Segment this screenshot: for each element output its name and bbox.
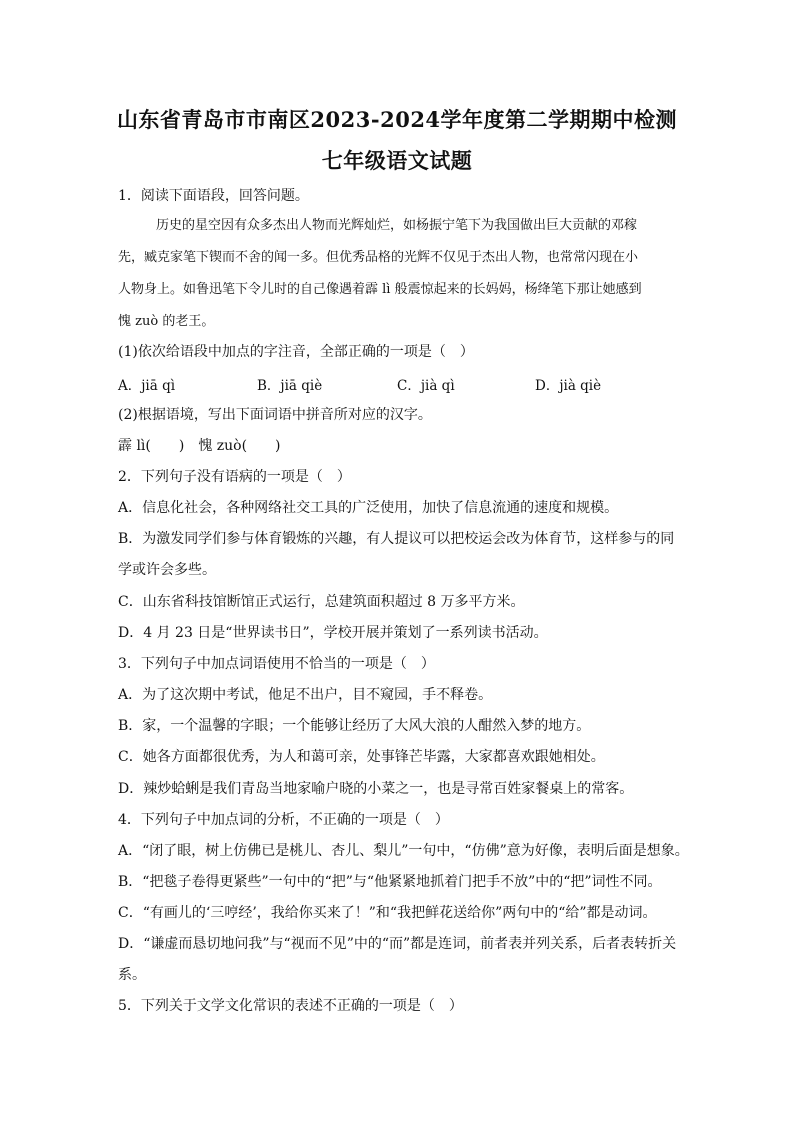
q4-option-a[interactable]: A．“闭了眼，树上仿佛已是桃儿、杏儿、梨儿”一句中，“仿佛”意为好像，表明后面是想象。 [118,843,689,859]
q4-option-c[interactable]: C．“有画儿的‘三哼经’，我给你买来了！”和“我把鲜花送给你”两句中的“给”都是动词。 [118,905,657,921]
q4-option-b[interactable]: B．“把毯子卷得更紧些”一句中的“把”与“他紧紧地抓着门把手不放”中的“把”词性不同。 [118,874,662,890]
q3-option-d[interactable]: D．辣炒蛤蜊是我们青岛当地家喻户晓的小菜之一，也是寻常百姓家餐桌上的常客。 [118,781,634,797]
q1-passage [118,216,678,329]
q2-option-d[interactable]: D．4 月 23 日是“世界读书日”，学校开展并策划了一系列读书活动。 [118,625,548,641]
q4-stem: 4．下列句子中加点词的分析，不正确的一项是（ ） [118,812,449,828]
q2-option-c[interactable]: C．山东省科技馆断馆正式运行，总建筑面积超过 8 万多平方米。 [118,594,525,610]
q2-stem: 2．下列句子没有语病的一项是（ ） [118,469,351,485]
q1-stem: 1．阅读下面语段，回答问题。 [118,188,309,204]
q1-option-a[interactable]: A．jiā qì [118,378,176,394]
q1-option-b[interactable]: B．jiā qiè [257,378,323,394]
q1-sub2-blanks[interactable]: 霹 lì( ) 愧 zuò( ) [118,438,281,454]
q2-option-b-cont: 学或许会多些。 [118,562,216,578]
passage-line: 历史的星空因有众多杰出人物而光辉灿烂，如杨振宁笔下为我国做出巨大贡献的邓稼 [156,218,638,233]
q1-option-c[interactable]: C．jià qì [397,378,455,394]
q5-stem: 5．下列关于文学文化常识的表述不正确的一项是（ ） [118,998,463,1014]
q3-option-a[interactable]: A．为了这次期中考试，他足不出户，目不窥园，手不释卷。 [118,687,493,703]
passage-line: 愧 zuò 的老王。 [118,314,215,329]
q4-option-d[interactable]: D．“谦虚而恳切地问我”与“视而不见”中的“而”都是连词，前者表并列关系，后者表转折关 [118,936,677,952]
q4-option-d-cont: 系。 [118,967,146,983]
q1-sub1: (1)依次给语段中加点的字注音，全部正确的一项是（ ） [118,344,474,360]
q2-option-b[interactable]: B．为激发同学们参与体育锻炼的兴趣，有人提议可以把校运会改为体育节，这样参与的同 [118,531,675,547]
passage-line: 人物身上。如鲁迅笔下令儿时的自己像遇着霹 lì 般震惊起来的长妈妈，杨绛笔下那让她感到 [118,282,642,297]
exam-subtitle: 七年级语文试题 [321,148,473,173]
q3-stem: 3．下列句子中加点词语使用不恰当的一项是（ ） [118,656,435,672]
q2-option-a[interactable]: A．信息化社会，各种网络社交工具的广泛使用，加快了信息流通的速度和规模。 [118,500,619,516]
q1-sub2: (2)根据语境，写出下面词语中拼音所对应的汉字。 [118,407,432,423]
passage-line: 先，臧克家笔下锲而不舍的闻一多。但优秀品格的光辉不仅见于杰出人物，也常常闪现在小 [118,250,639,265]
q3-option-b[interactable]: B．家，一个温馨的字眼；一个能够让经历了大风大浪的人酣然入梦的地方。 [118,718,591,734]
exam-title: 山东省青岛市市南区2023-2024学年度第二学期期中检测 [116,107,678,132]
q1-option-d[interactable]: D．jià qiè [535,378,602,394]
q3-option-c[interactable]: C．她各方面都很优秀，为人和蔼可亲，处事锋芒毕露，大家都喜欢跟她相处。 [118,749,605,765]
